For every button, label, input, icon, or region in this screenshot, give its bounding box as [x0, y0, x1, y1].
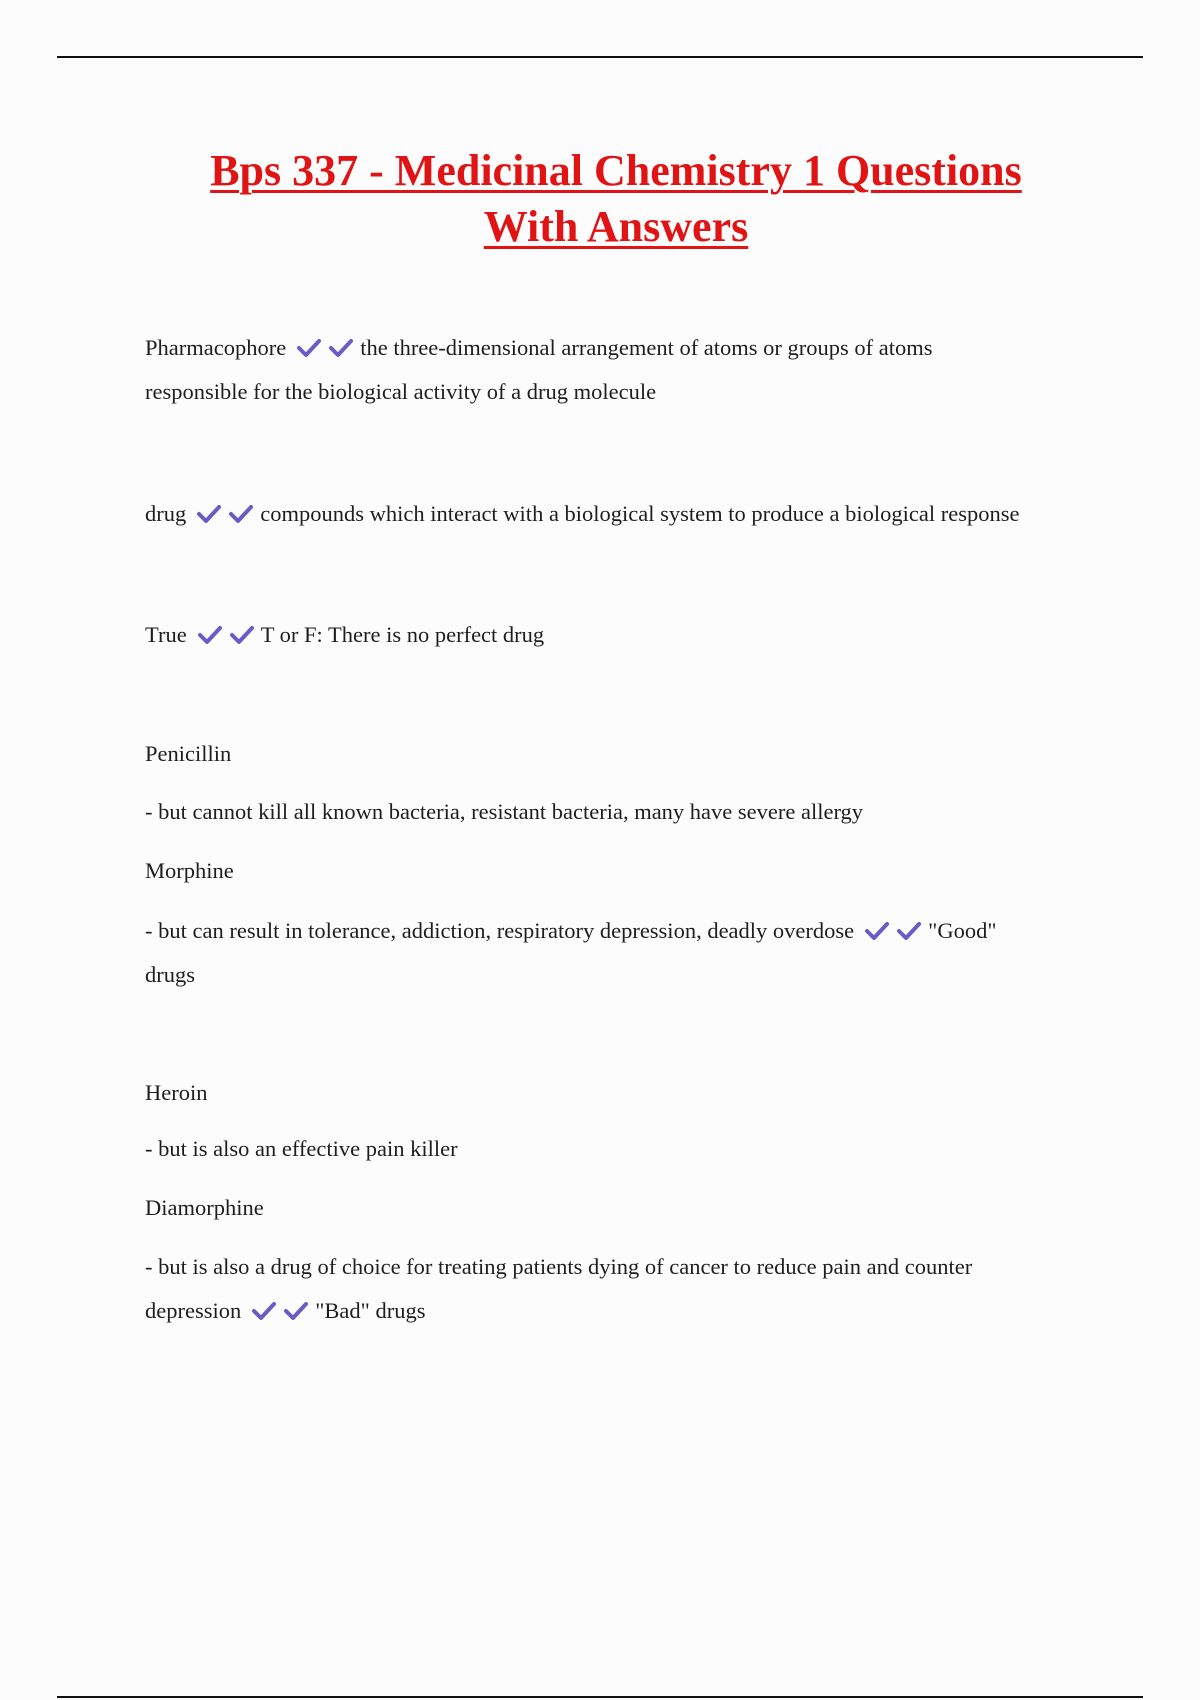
double-check-icon: [294, 335, 358, 360]
definition-line-1: the three-dimensional arrangement of atoms or groups of atoms: [360, 335, 933, 360]
flashcard-pharmacophore: [145, 326, 1085, 414]
check-icon: [864, 921, 890, 941]
check-icon: [283, 1301, 309, 1321]
morphine-drawback: - but can result in tolerance, addiction, respiratory depression, deadly overdose: [145, 918, 855, 943]
answer: "Bad" drugs: [315, 1298, 426, 1323]
flashcard-true: [145, 613, 1085, 657]
drug-name-heroin: Heroin: [145, 1080, 208, 1105]
term: Pharmacophore: [145, 335, 287, 360]
answer-part-2: drugs: [145, 962, 195, 987]
check-icon: [296, 338, 322, 358]
diamorphine-note-end: depression: [145, 1298, 242, 1323]
heroin-note: - but is also an effective pain killer: [145, 1136, 458, 1161]
title-line-2: With Answers: [483, 202, 749, 251]
definition-line-2: responsible for the biological activity of a drug molecule: [145, 379, 657, 404]
diamorphine-note: - but is also a drug of choice for treating patients dying of cancer to reduce pain and counter: [145, 1254, 973, 1279]
flashcard-good-drugs-line-2: [145, 790, 1085, 834]
flashcard-bad-drugs-line-4: [145, 1245, 1105, 1333]
flashcard-bad-drugs-line-1: [145, 1071, 1085, 1115]
double-check-icon: [194, 501, 258, 526]
definition: compounds which interact with a biological system to produce a biological response: [260, 501, 1020, 526]
check-icon: [896, 921, 922, 941]
double-check-icon: [195, 622, 259, 647]
term: drug: [145, 501, 187, 526]
double-check-icon: [249, 1298, 313, 1323]
answer-part-1: "Good": [928, 918, 997, 943]
flashcard-drug: [145, 492, 1105, 536]
top-rule: [57, 56, 1143, 58]
check-icon: [251, 1301, 277, 1321]
drug-name-penicillin: Penicillin: [145, 741, 232, 766]
penicillin-drawback: - but cannot kill all known bacteria, resistant bacteria, many have severe allergy: [145, 799, 864, 824]
document-title: [120, 143, 1112, 255]
bottom-rule: [57, 1696, 1143, 1698]
flashcard-good-drugs-line-3: [145, 849, 1085, 893]
double-check-icon: [862, 918, 926, 943]
check-icon: [196, 504, 222, 524]
check-icon: [229, 625, 255, 645]
flashcard-bad-drugs-line-3: [145, 1186, 1085, 1230]
drug-name-diamorphine: Diamorphine: [145, 1195, 264, 1220]
check-icon: [228, 504, 254, 524]
check-icon: [328, 338, 354, 358]
term: True: [145, 622, 187, 647]
flashcard-good-drugs-line-4: [145, 909, 1085, 997]
flashcard-bad-drugs-line-2: [145, 1127, 1085, 1171]
definition: T or F: There is no perfect drug: [260, 622, 545, 647]
drug-name-morphine: Morphine: [145, 858, 234, 883]
check-icon: [197, 625, 223, 645]
flashcard-good-drugs-line-1: [145, 732, 1085, 776]
title-line-1: Bps 337 - Medicinal Chemistry 1 Questions: [210, 146, 1022, 195]
